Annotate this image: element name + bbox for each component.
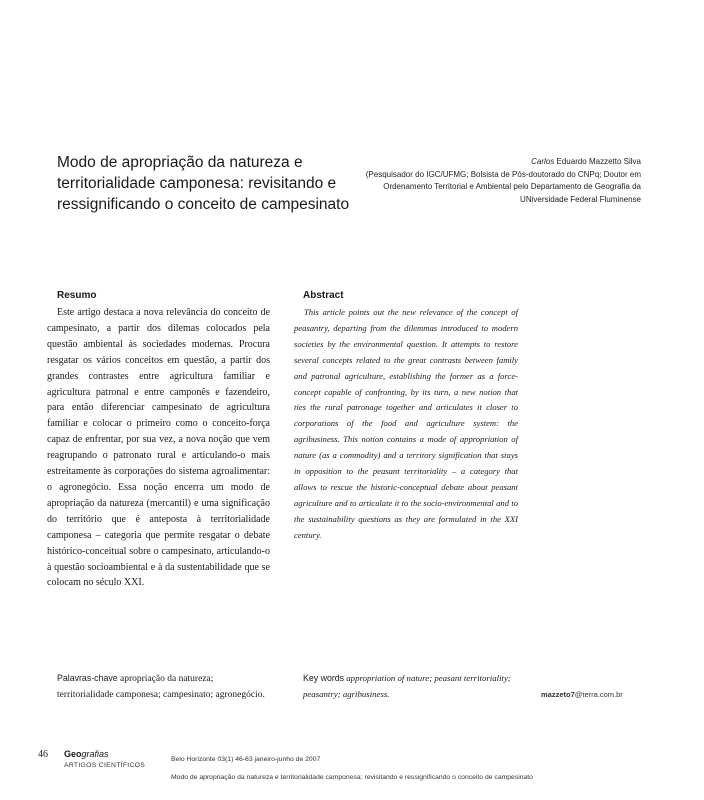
email-domain: @terra.com.br xyxy=(574,690,623,699)
author-email xyxy=(541,690,623,699)
author-surname: Eduardo Mazzetto Silva xyxy=(554,157,641,166)
running-title: Modo de apropriação da natureza e territorialidade camponesa: revisitando e ressignificando o conceito de campesinato xyxy=(171,774,533,781)
keywords-en xyxy=(303,670,518,702)
resumo-text: Este artigo destaca a nova relevância do conceito de campesinato, a partir dos dilemas colocados pela questão ambiental às sociedades modernas. Procura resgatar os vários conceitos em questão, a partir dos grandes contrastes entre agricultura familiar e agricultura patronal e entre camponês e fazendeiro, para então diferenciar campesinato de agricultura familiar e colocar o primeiro como o conceito-força capaz de enfrentar, por sua vez, a nova noção que vem reagrupando o patronato rural e articulando-o mais estreitamente às corporações do sistema agroalimentar: o agronegócio. Essa noção encerra um modo de apropriação da natureza (mercantil) e uma significação do território que é anteposta à territorialidade camponesa – categoria que permite resgatar o debate histórico-conceitual sobre o campesinato, articulando-o à questão socioambiental e à da sustentabilidade que se colocam no século XXI. xyxy=(47,307,270,589)
keywords-en-label: Key words xyxy=(303,673,345,683)
resumo-heading: Resumo xyxy=(57,290,97,301)
journal-section: ARTIGOS CIENTÍFICOS xyxy=(64,762,146,769)
journal-block xyxy=(64,748,145,772)
issue-info: Belo Horizonte 03(1) 46-63 janeiro-junho de 2007 xyxy=(171,756,321,763)
keywords-en-terms: appropriation of nature; peasant territoriality; peasantry; agribusiness. xyxy=(303,673,511,699)
author-affiliation: (Pesquisador do IGC/UFMG; Bolsista de Pós-doutorado do CNPq; Doutor em Ordenamento Territorial e Ambiental pelo Departamento de Geografia da UNiversidade Federal Fluminense xyxy=(365,169,641,204)
journal-name-italic: grafias xyxy=(81,749,109,759)
journal-name-bold: Geo xyxy=(64,749,82,759)
resumo-section xyxy=(47,289,270,591)
author-given-name: Carlos xyxy=(531,157,555,166)
journal-name xyxy=(64,748,145,760)
abstract-section xyxy=(294,289,518,544)
keywords-pt xyxy=(57,670,267,703)
keywords-pt-label: Palavras-chave xyxy=(57,673,118,683)
keywords-pt-terms: apropriação da natureza; territorialidade camponesa; campesinato; agronegócio. xyxy=(57,674,265,700)
footer-info xyxy=(171,751,533,787)
email-user: mazzeto7 xyxy=(541,690,575,699)
article-title: Modo de apropriação da natureza e territorialidade camponesa: revisitando e ressignificando o conceito de campesinato xyxy=(57,154,350,213)
author-block xyxy=(341,156,641,206)
author-name xyxy=(341,156,641,169)
page-number: 46 xyxy=(38,749,48,760)
abstract-heading: Abstract xyxy=(303,290,344,301)
abstract-text: This article points out the new relevance of the concept of peasantry, departing from the dilemmas introduced to modern societies by the environmental question. It attempts to restore several concepts related to the great contrasts between family and patronal agriculture, establishing the former as a force-concept capable of confronting, by its turn, a new notion that ties the rural patronage together and articulates it closer to corporations of the food and agriculture system: the agribusiness. This notion contains a mode of appropriation of nature (as a commodity) and a territory signification that stays in opposition to the peasant territoriality – a category that allows to rescue the historic-conceptual debate about peasant agriculture and to articulate it to the socio-environmental and to the sustainability questions as they are formulated in the XXI century. xyxy=(294,307,518,540)
